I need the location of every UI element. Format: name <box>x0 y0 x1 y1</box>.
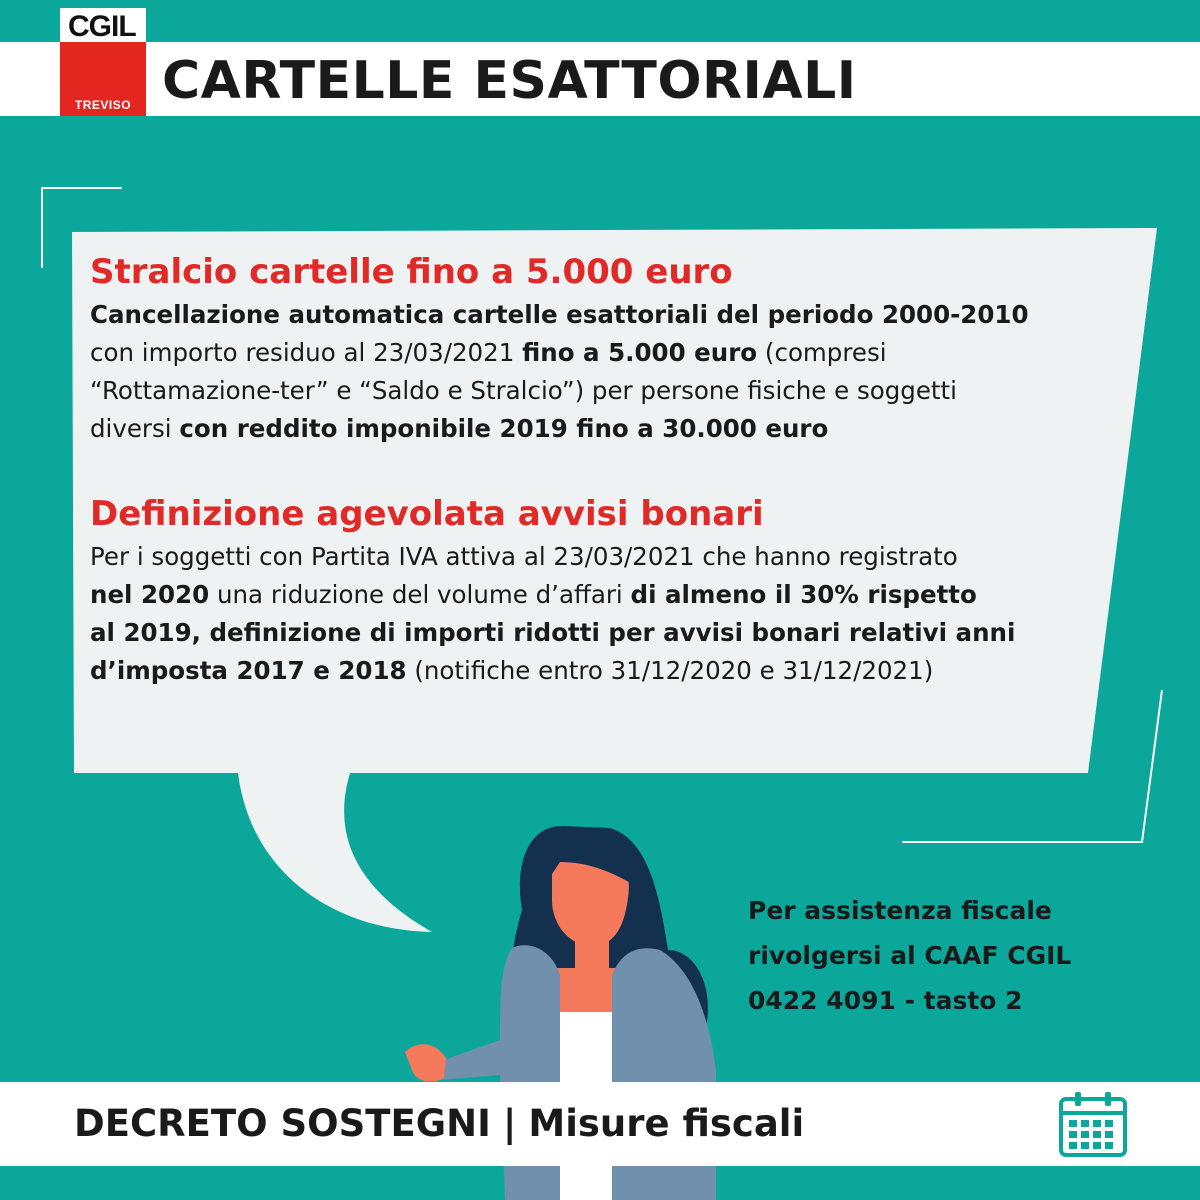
text-bold: Cancellazione automatica cartelle esattoriali del periodo 2000-2010 <box>90 300 1029 329</box>
contact-phone: 0422 4091 - tasto 2 <box>748 986 1023 1015</box>
text-bold: d’imposta 2017 e 2018 <box>90 656 407 685</box>
contact-info <box>748 888 1071 1023</box>
text-bold: fino a 5.000 euro <box>522 338 758 367</box>
section-title-avvisi: Definizione agevolata avvisi bonari <box>90 494 764 534</box>
logo-cgil-text: CGIL <box>68 10 136 43</box>
footer-separator: | <box>502 1102 517 1145</box>
text-bold: al 2019, definizione di importi ridotti per avvisi bonari relativi anni <box>90 618 1016 647</box>
text: “Rottamazione-ter” e “Saldo e Stralcio”) per persone fisiche e soggetti <box>90 376 957 405</box>
text: (notifiche entro 31/12/2020 e 31/12/2021) <box>406 656 934 685</box>
text: diversi <box>90 414 180 443</box>
contact-line: rivolgersi al CAAF CGIL <box>748 941 1072 970</box>
text: con importo residuo al 23/03/2021 <box>90 338 523 367</box>
footer-title <box>74 1094 804 1154</box>
text: una riduzione del volume d’affari <box>209 580 631 609</box>
text-bold: con reddito imponibile 2019 fino a 30.000 euro <box>179 414 829 443</box>
text: Per i soggetti con Partita IVA attiva al 23/03/2021 che hanno registrato <box>90 542 958 571</box>
contact-line: Per assistenza fiscale <box>748 896 1052 925</box>
calendar-icon <box>1058 1090 1128 1158</box>
footer-decree: DECRETO SOSTEGNI <box>74 1102 491 1145</box>
page-title: CARTELLE ESATTORIALI <box>162 51 857 111</box>
text-bold: di almeno il 30% rispetto <box>630 580 977 609</box>
logo-city-text: TREVISO <box>74 98 132 112</box>
text-bold: nel 2020 <box>90 580 210 609</box>
footer-topic: Misure fiscali <box>528 1102 805 1145</box>
text: (compresi <box>757 338 887 367</box>
section-title-stralcio: Stralcio cartelle fino a 5.000 euro <box>90 252 733 292</box>
